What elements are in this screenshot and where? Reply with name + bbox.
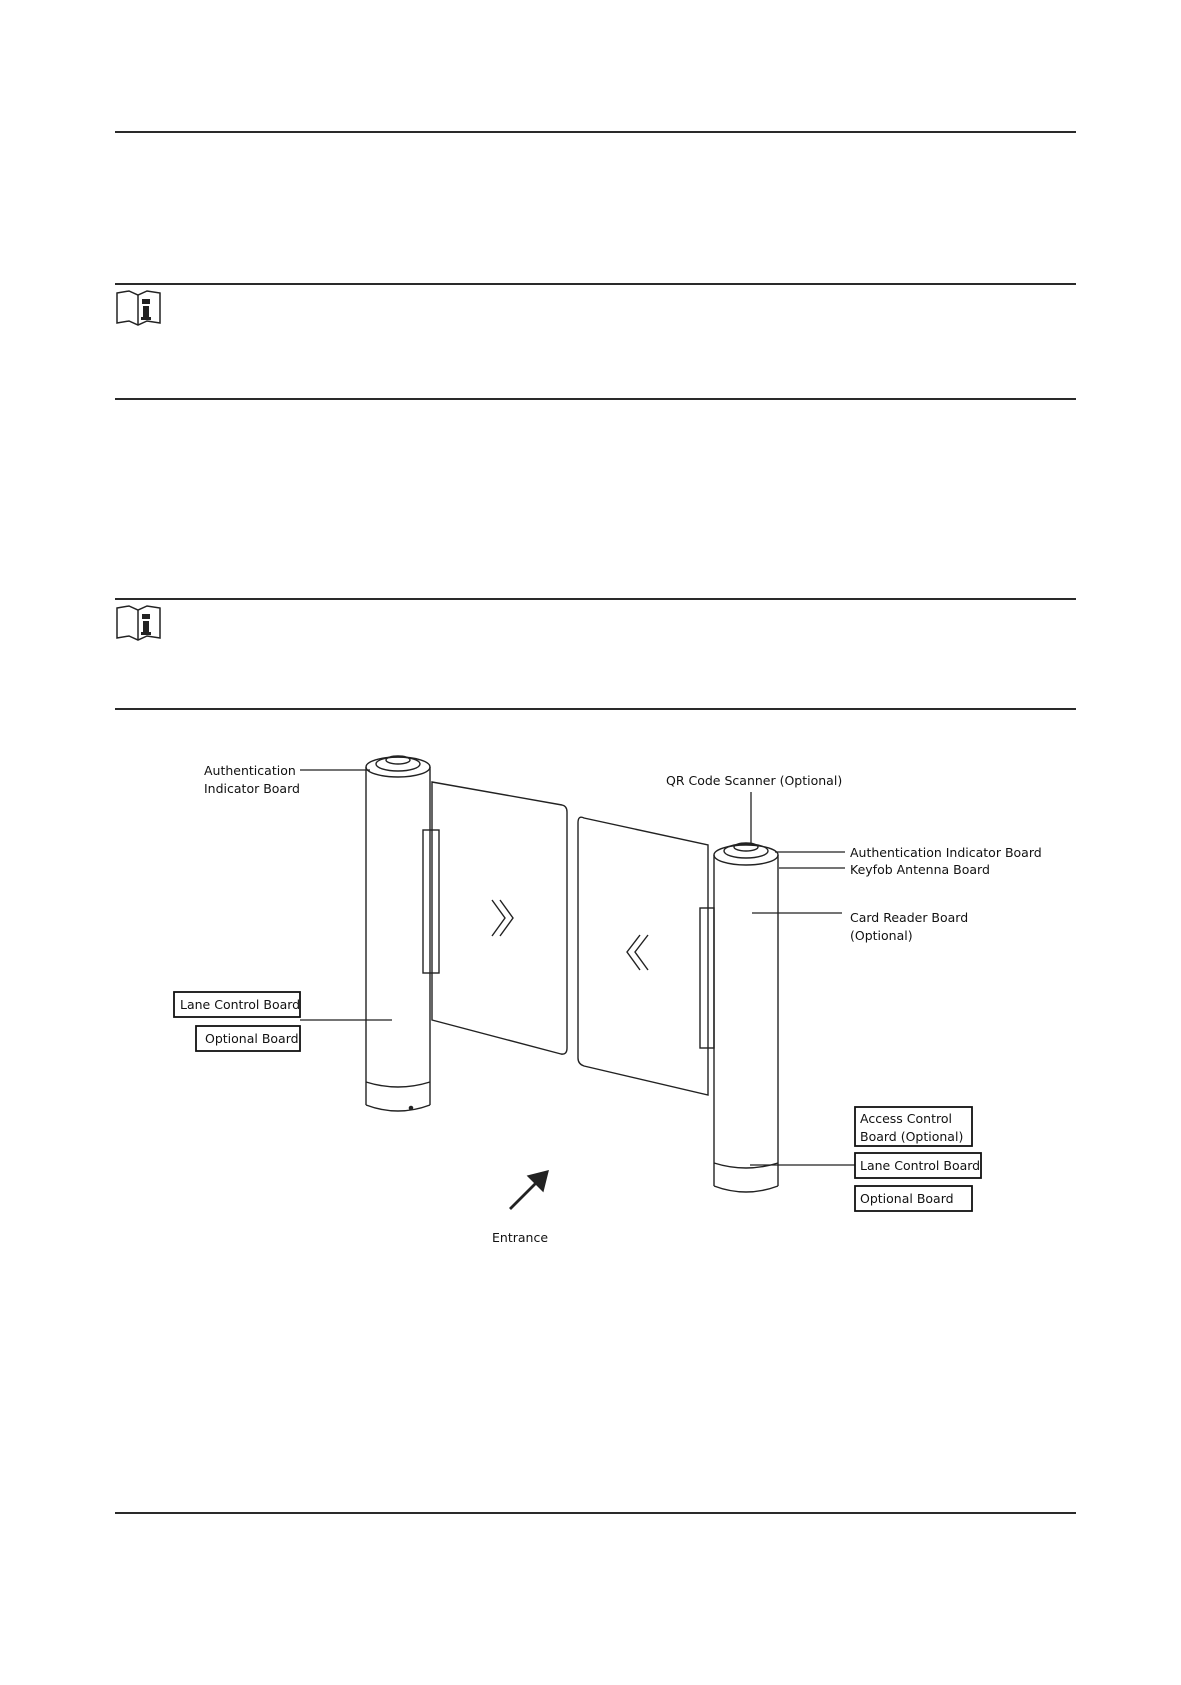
label-auth-indicator-left: Authentication xyxy=(204,763,296,778)
label-optional-left: Optional Board xyxy=(205,1031,299,1046)
label-qr-scanner: QR Code Scanner (Optional) xyxy=(666,773,843,788)
arrow-up-right-icon xyxy=(510,1171,548,1209)
label-access-control-2: Board (Optional) xyxy=(860,1129,964,1144)
label-lane-control-right: Lane Control Board xyxy=(860,1158,981,1173)
label-auth-indicator-left-2: Indicator Board xyxy=(204,781,300,796)
label-access-control: Access Control xyxy=(860,1111,952,1126)
right-pedestal xyxy=(700,843,778,1192)
label-entrance: Entrance xyxy=(492,1230,549,1245)
label-optional-right: Optional Board xyxy=(860,1191,954,1206)
right-gate-panel xyxy=(578,817,708,1095)
left-pedestal xyxy=(366,756,439,1111)
label-card-reader: Card Reader Board xyxy=(850,910,969,925)
label-keyfob-antenna: Keyfob Antenna Board xyxy=(850,862,990,877)
label-auth-indicator-right: Authentication Indicator Board xyxy=(850,845,1042,860)
left-gate-panel xyxy=(432,782,567,1054)
label-card-reader-2: (Optional) xyxy=(850,928,913,943)
label-lane-control-left: Lane Control Board xyxy=(180,997,301,1012)
